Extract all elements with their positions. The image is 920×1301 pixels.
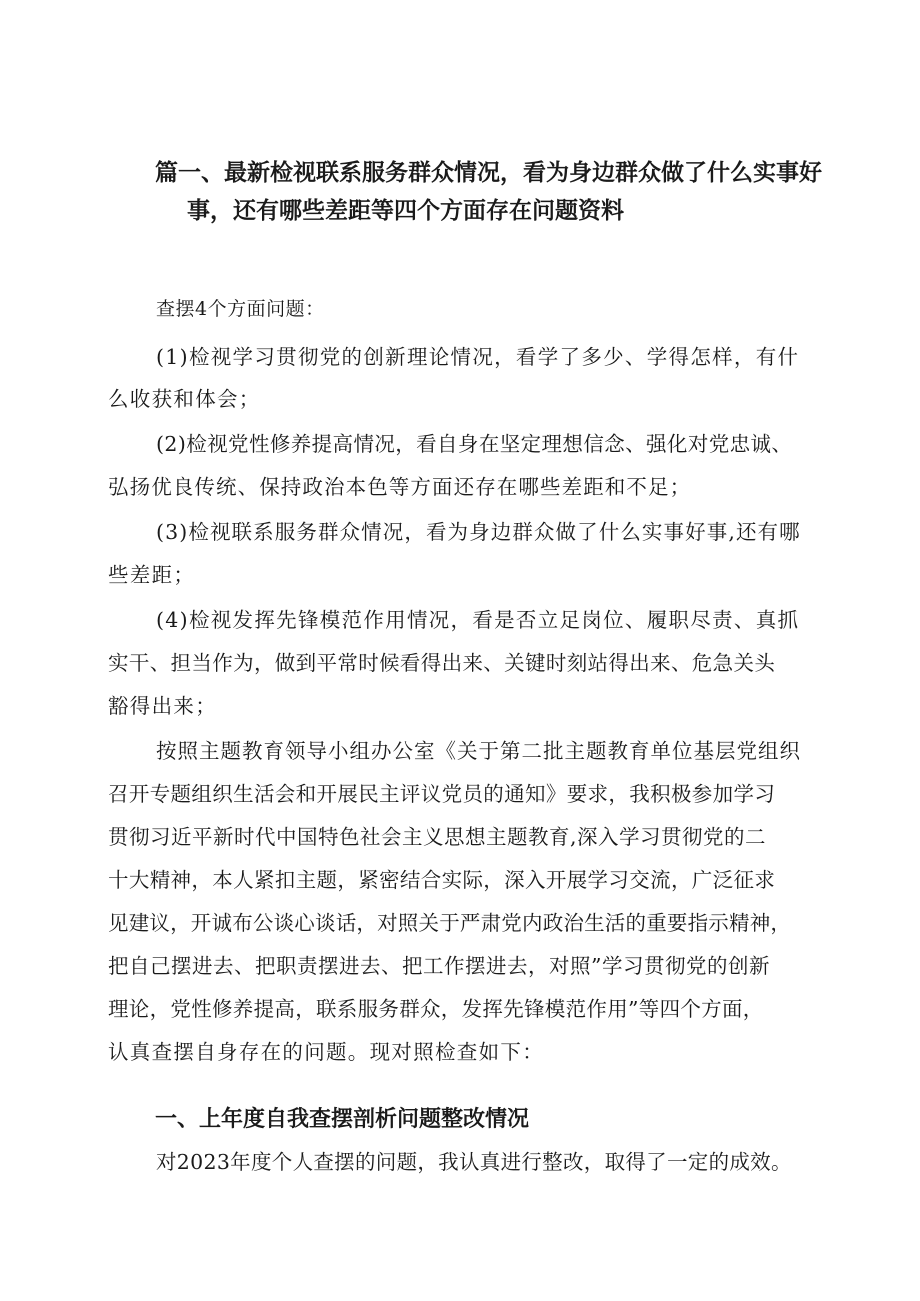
paragraph-line: (1)检视学习贯彻党的创新理论情况，看学了多少、学得怎样，有什 — [156, 345, 800, 369]
paragraph-line: 些差距； — [108, 563, 196, 587]
paragraph-line: 理论，党性修养提高，联系服务群众，发挥先锋模范作用”等四个方面， — [108, 997, 764, 1021]
paragraph-line: (2)检视党性修养提高情况，看自身在坚定理想信念、强化对党忠诚、 — [156, 432, 793, 456]
paragraph-line: 实干、担当作为，做到平常时候看得出来、关键时刻站得出来、危急关头 — [108, 651, 776, 675]
paragraph-line: (3)检视联系服务群众情况，看为身边群众做了什么实事好事,还有哪 — [156, 520, 801, 544]
title-line-2: 事，还有哪些差距等四个方面存在问题资料 — [187, 198, 624, 224]
paragraph-line: 豁得出来； — [108, 694, 217, 718]
paragraph-line: 把自己摆进去、把职责摆进去、把工作摆进去，对照”学习贯彻党的创新 — [108, 954, 770, 978]
paragraph-line: 见建议，开诚布公谈心谈话，对照关于严肃党内政治生活的重要指示精神， — [108, 911, 792, 935]
paragraph-line: 认真查摆自身存在的问题。现对照检查如下： — [108, 1040, 544, 1064]
paragraph-line: (4)检视发挥先锋模范作用情况，看是否立足岗位、履职尽责、真抓 — [156, 608, 800, 632]
section-heading: 一、上年度自我查摆剖析问题整改情况 — [155, 1107, 530, 1132]
paragraph-line: 对2023年度个人查摆的问题，我认真进行整改，取得了一定的成效。 — [156, 1150, 792, 1174]
document-title — [155, 154, 855, 230]
paragraph-line: 弘扬优良传统、保持政治本色等方面还存在哪些差距和不足； — [108, 475, 692, 499]
paragraph-line: 贯彻习近平新时代中国特色社会主义思想主题教育,深入学习贯彻党的二 — [108, 825, 767, 849]
paragraph-line: 按照主题教育领导小组办公室《关于第二批主题教育单位基层党组织 — [156, 739, 801, 763]
paragraph-intro: 查摆4个方面问题： — [156, 298, 325, 320]
paragraph-line: 么收获和体会； — [108, 387, 261, 411]
paragraph-line: 十大精神，本人紧扣主题，紧密结合实际，深入开展学习交流，广泛征求 — [108, 868, 776, 892]
paragraph-line: 召开专题组织生活会和开展民主评议党员的通知》要求，我积极参加学习 — [108, 782, 776, 806]
title-line-1: 篇一、最新检视联系服务群众情况，看为身边群众做了什么实事好 — [155, 160, 822, 186]
